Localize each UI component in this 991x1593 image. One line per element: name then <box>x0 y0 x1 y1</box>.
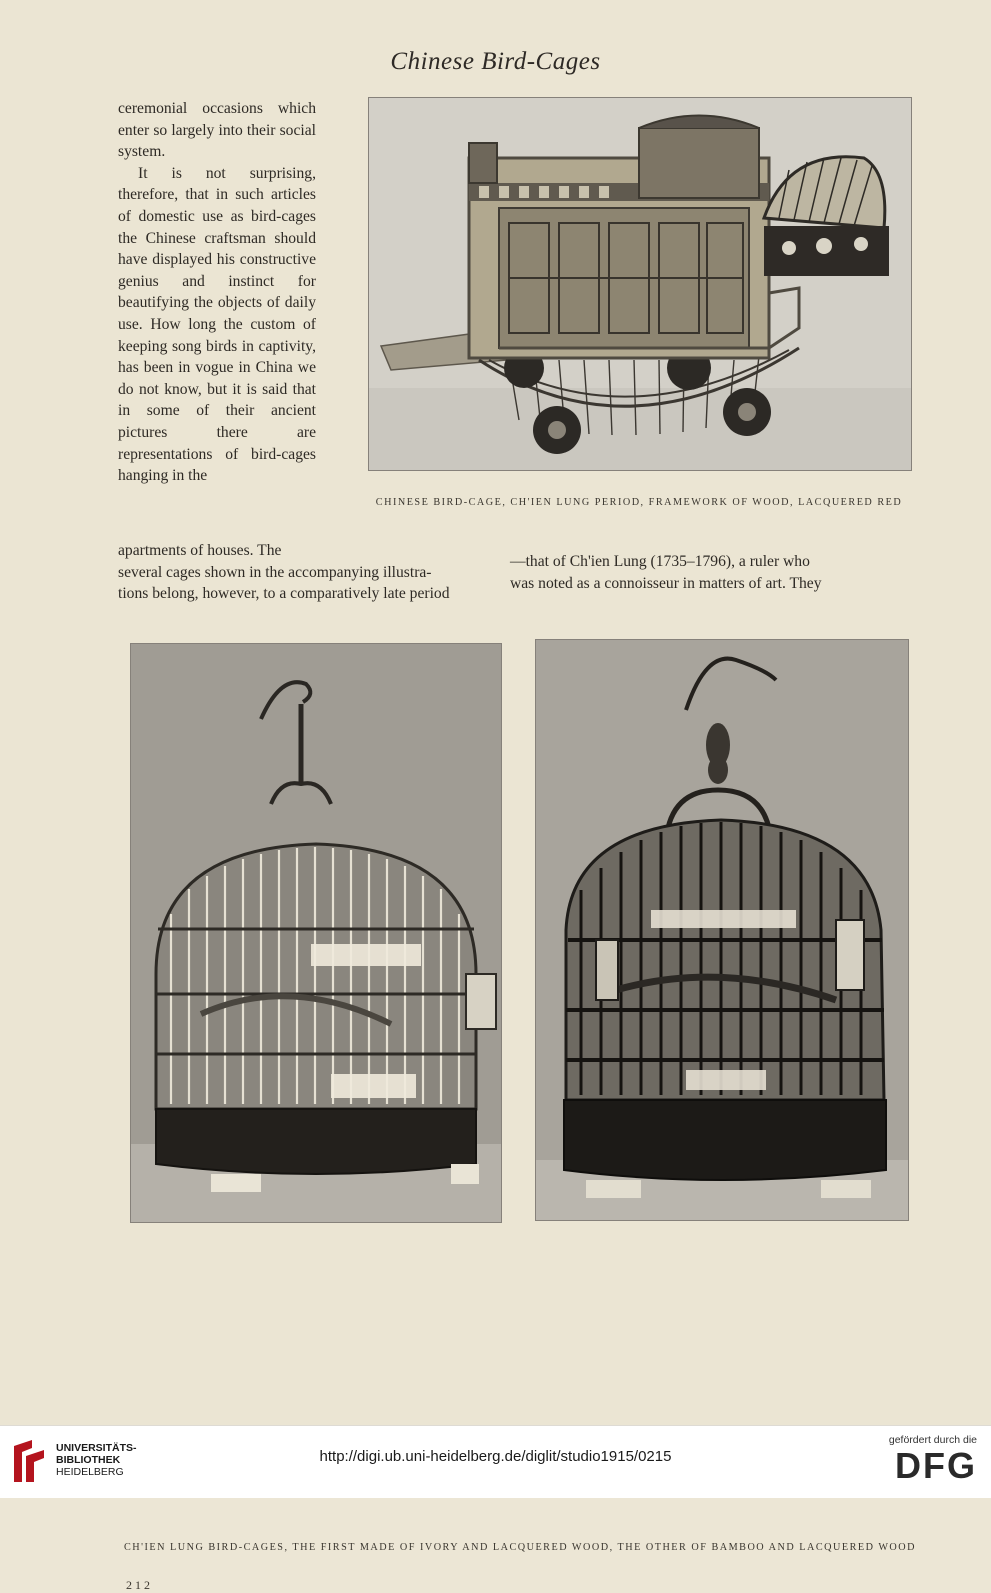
bamboo-birdcage-photo <box>535 639 909 1221</box>
dfg-logo: DFG <box>895 1445 977 1486</box>
library-line-2: BIBLIOTHEK <box>56 1454 121 1466</box>
running-head: Chinese Bird-Cages <box>390 48 601 75</box>
caption-top: CHINESE BIRD-CAGE, CH'IEN LUNG PERIOD, FRAMEWORK OF WOOD, LACQUERED RED <box>375 497 903 508</box>
footer-bar <box>0 1425 991 1498</box>
library-line-3: HEIDELBERG <box>56 1466 124 1478</box>
text-line-b: several cages shown in the accompanying illustra- <box>118 564 432 581</box>
page-number: 212 <box>126 1578 153 1592</box>
paragraph-2: It is not surprising, therefore, that in such articles of domestic use as bird-cages the Chinese craftsman should have displayed his constructive genius and instinct for beautifying the objects of daily use. How long the custom of keeping song birds in captivity, has been in vogue in China we do not know, but it is said that in some of their ancient pictures there are representations of bird-cages hanging in the <box>118 164 316 485</box>
text-line-d: —that of Ch'ien Lung (1735–1796), a ruler who <box>510 553 810 570</box>
ivory-birdcage-photo <box>130 643 502 1223</box>
text-line-e: was noted as a connoisseur in matters of art. They <box>510 575 822 592</box>
caption-bottom: CH'IEN LUNG BIRD-CAGES, THE FIRST MADE OF IVORY AND LACQUERED WOOD, THE OTHER OF BAMBOO AND LACQUERED WOOD <box>124 1542 916 1553</box>
sponsor-label: gefördert durch die <box>888 1434 977 1446</box>
ivory-birdcage-illustration <box>131 644 501 1222</box>
permalink-url[interactable]: http://digi.ub.uni-heidelberg.de/diglit/studio1915/0215 <box>319 1448 672 1465</box>
wheeled-birdcage-illustration <box>369 98 911 470</box>
sponsor <box>889 1434 977 1486</box>
text-line-c: tions belong, however, to a comparatively late period <box>118 585 450 602</box>
library-line-1: UNIVERSITÄTS- <box>56 1442 137 1454</box>
paragraph-1: ceremonial occasions which enter so largely into their social system. <box>118 100 316 161</box>
bamboo-birdcage-illustration <box>536 640 908 1220</box>
text-line-a: apartments of houses. The <box>118 542 282 559</box>
column-text <box>118 98 316 487</box>
wheeled-birdcage-photo <box>368 97 912 471</box>
